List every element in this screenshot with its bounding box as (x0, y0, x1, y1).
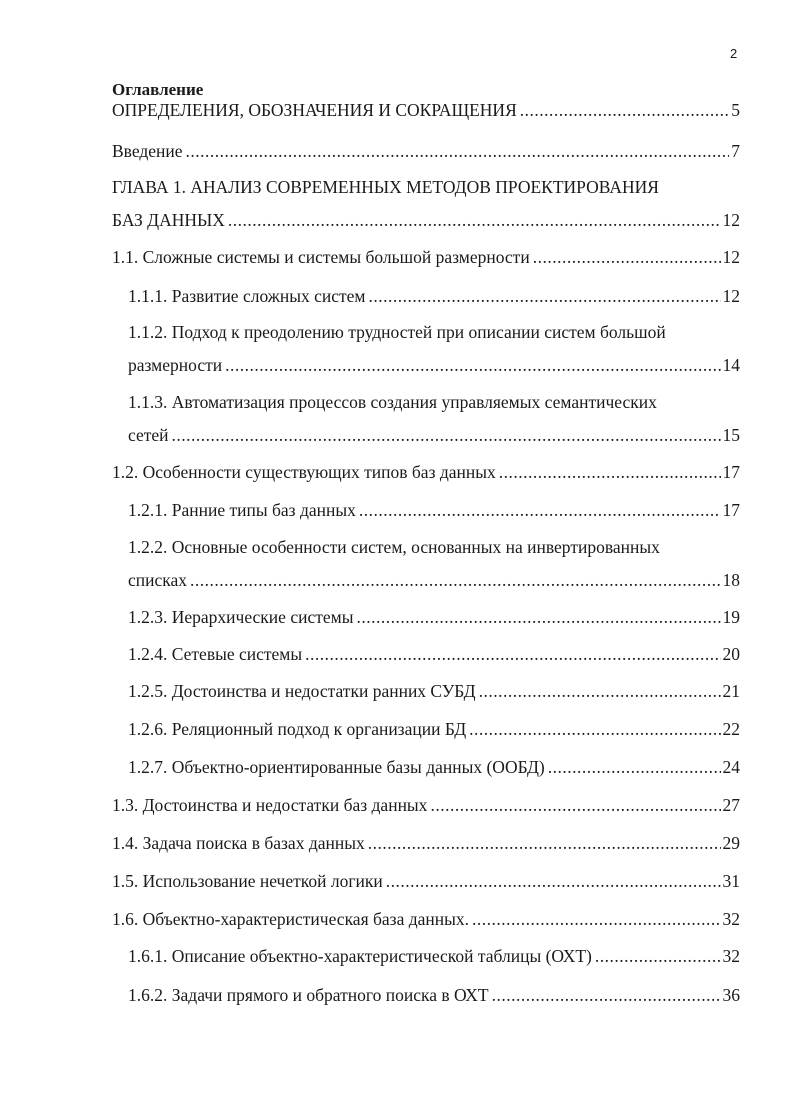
toc-entry-page: 18 (722, 570, 740, 590)
toc-entry-text: 1.2.6. Реляционный подход к организации БД (128, 719, 467, 739)
toc-entry-text: 1.1.2. Подход к преодолению трудностей при описании систем большой (128, 322, 666, 342)
toc-entry (112, 865, 740, 898)
dot-leader (356, 601, 720, 634)
toc-entry (128, 713, 740, 746)
toc-entry-page: 7 (731, 141, 740, 161)
toc-entry-page: 12 (722, 286, 740, 306)
toc-entry (112, 789, 740, 822)
dot-leader (172, 419, 721, 452)
toc-entry (128, 979, 740, 1012)
toc-entry-text: 1.2.1. Ранние типы баз данных (128, 500, 356, 520)
dot-leader (359, 494, 721, 527)
toc-entry-text: 1.1.3. Автоматизация процессов создания управляемых семантических (128, 392, 657, 412)
toc-entry-page: 12 (722, 210, 740, 230)
toc-entry (128, 751, 740, 784)
dot-leader (492, 979, 721, 1012)
toc-entry-text: Введение (112, 141, 183, 161)
dot-leader (430, 789, 720, 822)
toc-entry (112, 903, 740, 936)
dot-leader (469, 713, 720, 746)
toc-entry-text: 1.2.7. Объектно-ориентированные базы данных (ООБД) (128, 757, 545, 777)
dot-leader (225, 349, 720, 382)
toc-entry (128, 280, 740, 313)
dot-leader (548, 751, 721, 784)
dot-leader (595, 940, 721, 973)
toc-entry (128, 316, 740, 382)
toc-entry-page: 5 (731, 100, 740, 120)
toc-entry (128, 386, 740, 452)
toc-entry-page: 19 (722, 607, 740, 627)
toc-entry-page: 17 (722, 462, 740, 482)
toc-entry (112, 827, 740, 860)
toc-title: Оглавление (112, 80, 204, 99)
dot-leader (228, 204, 721, 237)
toc-entry-text: 1.1.1. Развитие сложных систем (128, 286, 366, 306)
toc-entry-text: ГЛАВА 1. АНАЛИЗ СОВРЕМЕННЫХ МЕТОДОВ ПРОЕКТИРОВАНИЯ (112, 177, 659, 197)
toc-entry-page: 24 (722, 757, 740, 777)
toc-entry-page: 36 (722, 985, 740, 1005)
toc-entry (128, 601, 740, 634)
toc-entry-text: сетей (128, 425, 169, 445)
toc-entry-page: 32 (722, 946, 740, 966)
toc-entry-text: 1.1. Сложные системы и системы большой размерности (112, 247, 530, 267)
toc-entry-page: 20 (722, 644, 740, 664)
toc-entry-page: 21 (722, 681, 740, 701)
toc-entry-text: 1.2.5. Достоинства и недостатки ранних СУБД (128, 681, 476, 701)
dot-leader (479, 675, 721, 708)
dot-leader (520, 94, 730, 127)
toc-entry-text: 1.2.3. Иерархические системы (128, 607, 354, 627)
dot-leader (472, 903, 720, 936)
page-number: 2 (730, 46, 738, 61)
toc-entry (112, 456, 740, 489)
dot-leader (305, 638, 720, 671)
toc-entry-text: 1.6. Объектно-характеристическая база данных. (112, 909, 470, 929)
toc-entry-text: 1.6.2. Задачи прямого и обратного поиска в ОХТ (128, 985, 489, 1005)
toc-entry-text: 1.3. Достоинства и недостатки баз данных (112, 795, 428, 815)
toc-entry (128, 675, 740, 708)
toc-entry-text: БАЗ ДАННЫХ (112, 210, 225, 230)
toc-entry (112, 171, 740, 237)
dot-leader (368, 827, 721, 860)
toc-entry (112, 241, 740, 274)
dot-leader (533, 241, 721, 274)
toc-entry-text: размерности (128, 355, 223, 375)
toc-entry-page: 17 (722, 500, 740, 520)
toc-entry-page: 14 (722, 355, 740, 375)
dot-leader (499, 456, 721, 489)
dot-leader (190, 564, 720, 597)
toc-entry (128, 531, 740, 597)
toc-entry (112, 135, 740, 168)
toc-entry-text: ОПРЕДЕЛЕНИЯ, ОБОЗНАЧЕНИЯ И СОКРАЩЕНИЯ (112, 100, 517, 120)
toc-entry (128, 638, 740, 671)
toc-entry-text: 1.2. Особенности существующих типов баз данных (112, 462, 496, 482)
toc-entry-page: 31 (722, 871, 740, 891)
toc-entry (128, 940, 740, 973)
toc-entry-text: списках (128, 570, 188, 590)
toc-entry (128, 494, 740, 527)
toc-entry-text: 1.4. Задача поиска в базах данных (112, 833, 365, 853)
toc-entry-text: 1.2.2. Основные особенности систем, основанных на инвертированных (128, 537, 660, 557)
toc-entry-page: 12 (722, 247, 740, 267)
toc-entry-page: 27 (722, 795, 740, 815)
dot-leader (369, 280, 721, 313)
dot-leader (386, 865, 721, 898)
dot-leader (186, 135, 730, 168)
toc-entry-page: 32 (722, 909, 740, 929)
toc-entry-text: 1.5. Использование нечеткой логики (112, 871, 383, 891)
toc-entry-page: 22 (722, 719, 740, 739)
toc-entry-page: 15 (722, 425, 740, 445)
toc-entry-text: 1.2.4. Сетевые системы (128, 644, 303, 664)
toc-entry-page: 29 (722, 833, 740, 853)
toc-entry (112, 94, 740, 127)
toc-entry-text: 1.6.1. Описание объектно-характеристической таблицы (ОХТ) (128, 946, 592, 966)
